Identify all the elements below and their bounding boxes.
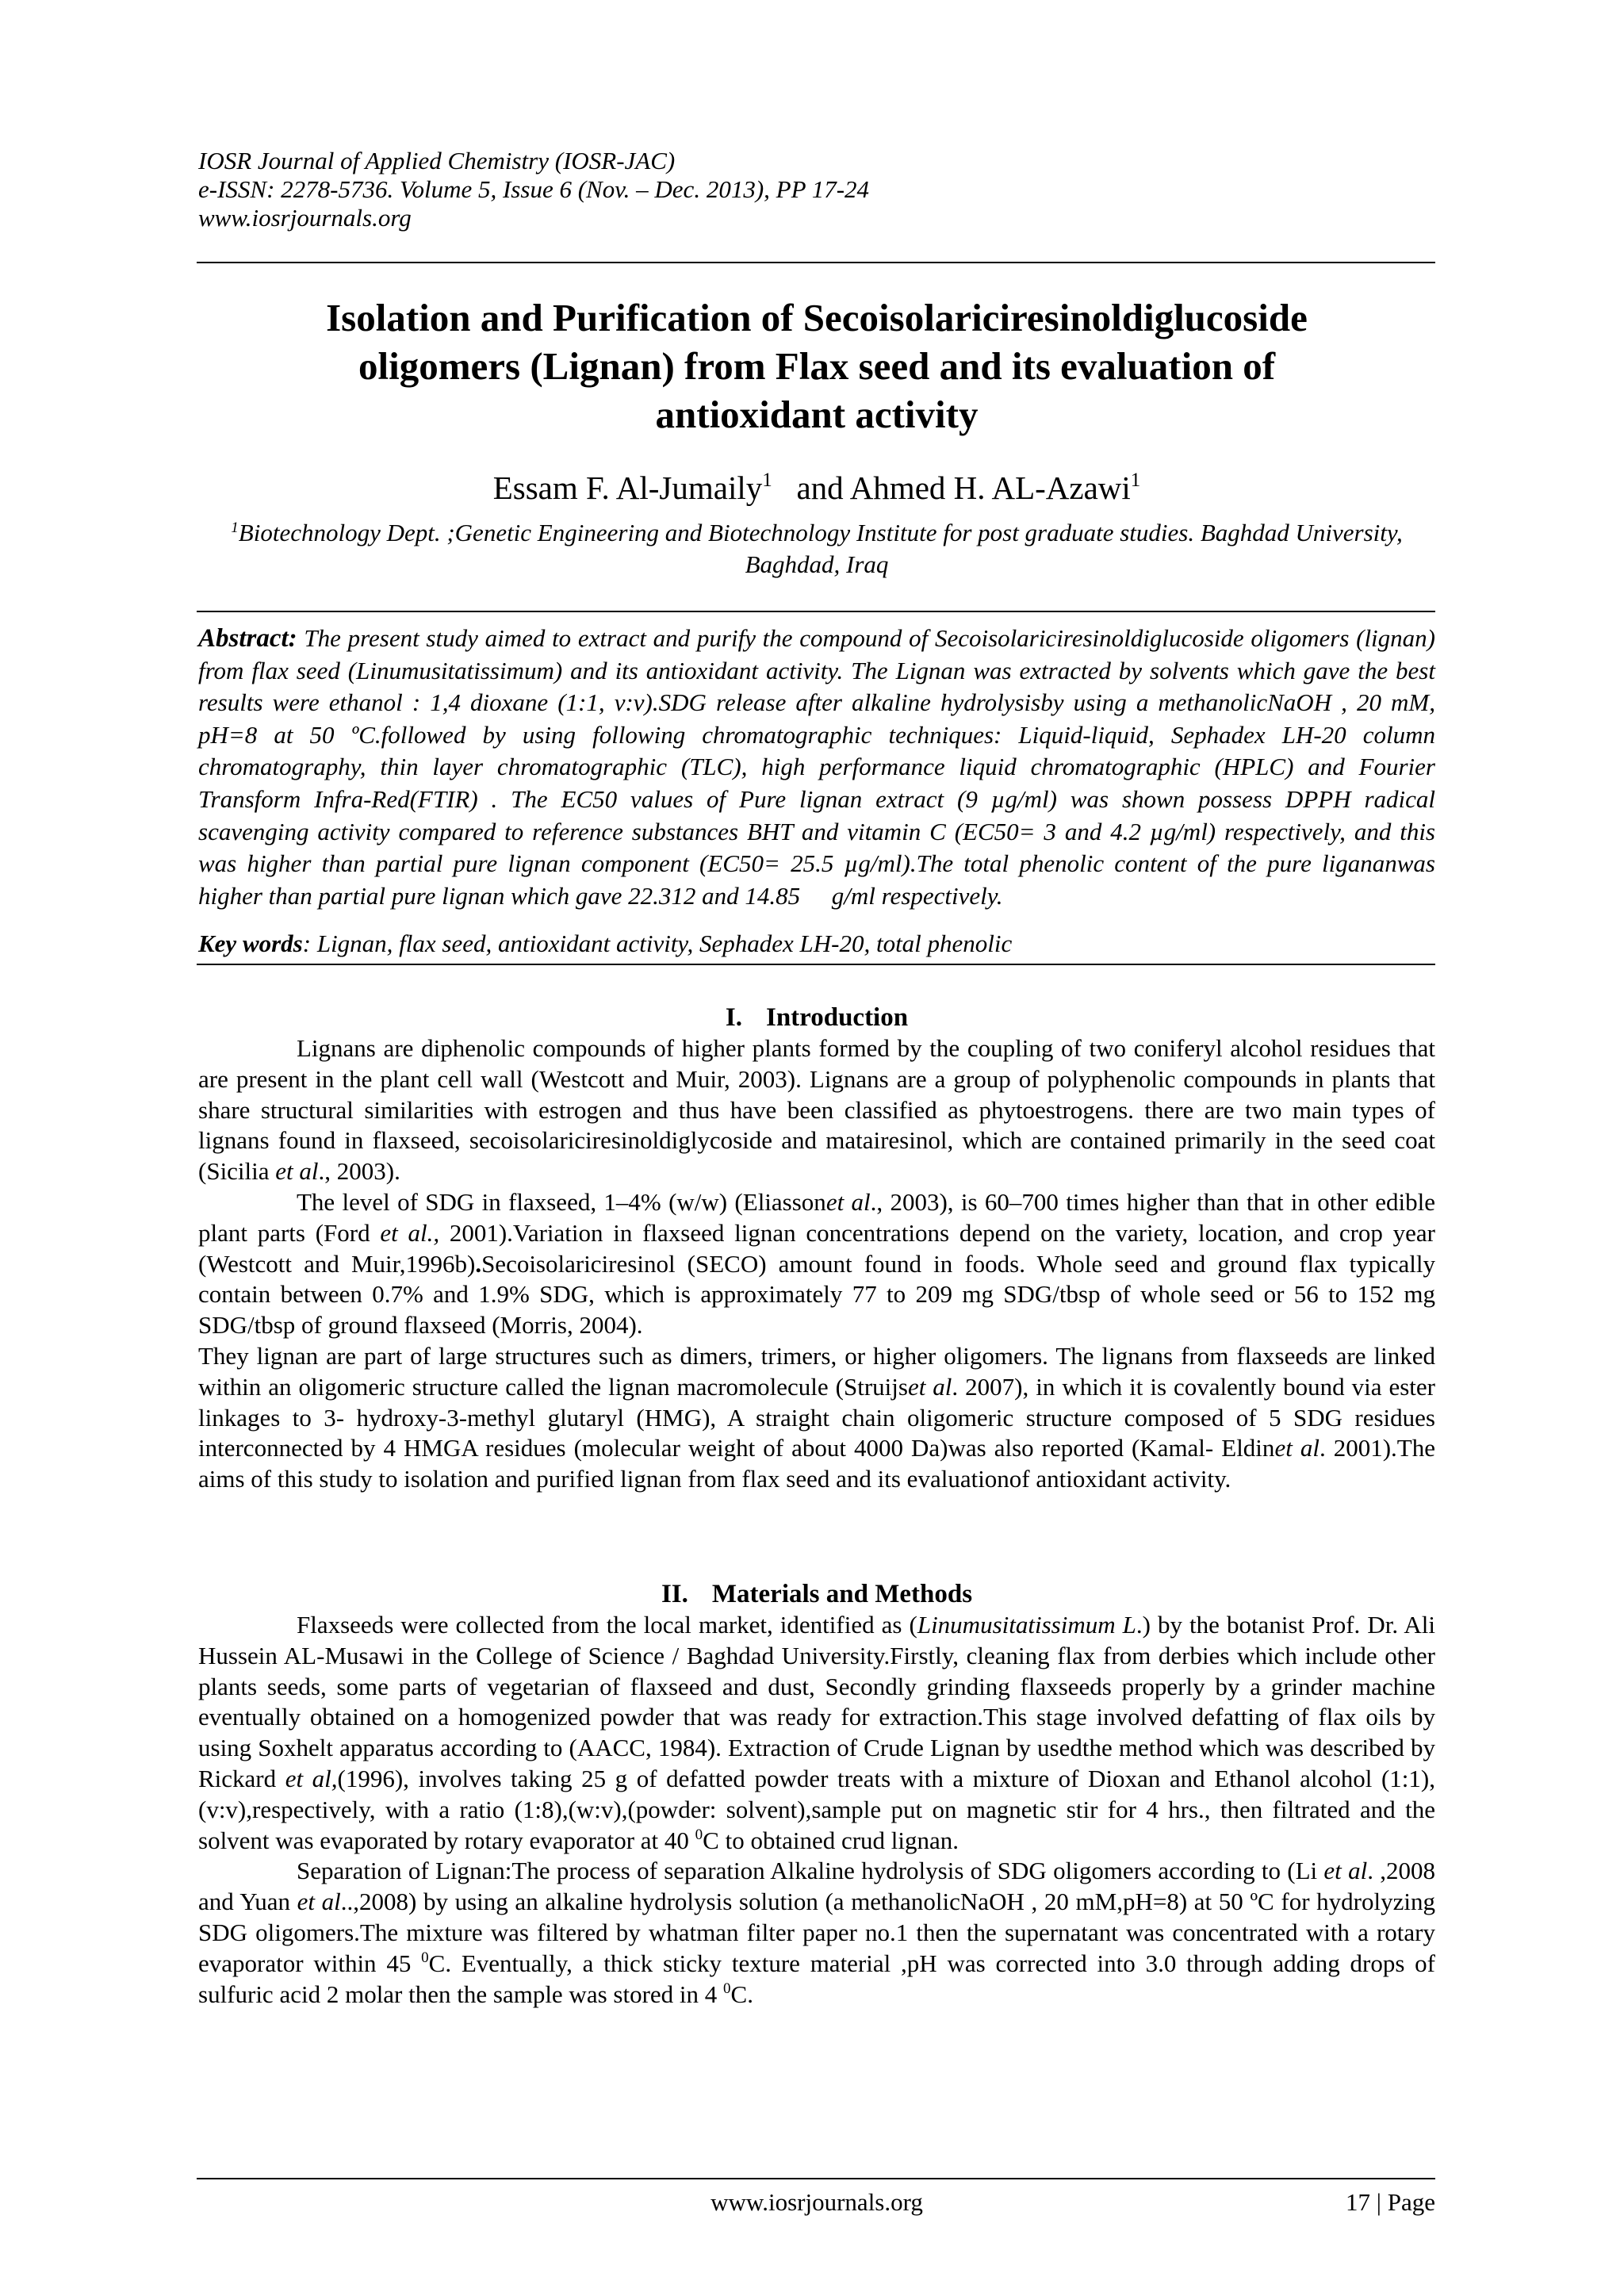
paper-title: [198, 293, 1435, 439]
affiliation-marker: 1: [231, 519, 239, 536]
introduction-paragraph-2: [198, 1187, 1435, 1341]
text-run: ., 2003).: [318, 1157, 400, 1186]
introduction-paragraph-3: [198, 1341, 1435, 1495]
author-1: Essam F. Al-Jumaily: [492, 470, 763, 506]
text-run: . 2001).The aims of this study to isolation and purified lignan from flax seed and its evaluationof antioxidant activity.: [198, 1434, 1435, 1493]
abstract: [198, 623, 1435, 912]
text-run: C.: [730, 1980, 753, 2008]
text-run: ., 2003), is 60–700 times higher than that in other edible plant parts (Ford: [198, 1187, 1435, 1247]
text-run: Lignans are diphenolic compounds of higher plants formed by the coupling of two coniferyl alcohol residues that are present in the plant cell wall (Westcott and Muir, 2003). Lignans are a group of polyphenolic compounds in plants that share structural similarities with estrogen and thus have been classified as phytoestrogens. there are two main types of lignans found in flaxseed, secoisolariciresinoldiglycoside and matairesinol, which are contained primarily in the seed coat (Sicilia: [198, 1034, 1435, 1186]
author-affiliation: [198, 517, 1435, 581]
keywords-label: Key words: [198, 930, 303, 957]
text-run-italic: et al: [907, 1372, 952, 1401]
author-2: Ahmed H. AL-Azawi: [849, 470, 1131, 506]
text-run: They lignan are part of large structures such as dimers, trimers, or higher oligomers. The lignans from flaxseeds are linked within an oligomeric structure called the lignan macromolecule (Struijs: [198, 1341, 1435, 1401]
abstract-bottom-divider: [197, 964, 1435, 965]
introduction-body: [198, 1033, 1435, 1495]
header-divider: [197, 262, 1435, 263]
author-1-affiliation-marker: 1: [762, 470, 772, 491]
title-line-3: antioxidant activity: [655, 393, 979, 436]
text-run: 2001).Variation in flaxseed lignan concentrations depend on the variety, location, and crop year (Westcott and Muir,1996b): [198, 1218, 1435, 1278]
section-number: II.: [661, 1580, 688, 1608]
text-run: C to obtained crud lignan.: [703, 1826, 959, 1854]
materials-methods-paragraph-2: [198, 1856, 1435, 2010]
introduction-paragraph-1: [198, 1033, 1435, 1187]
abstract-top-divider: [197, 611, 1435, 612]
superscript: 0: [421, 1949, 429, 1966]
text-run: .) by the botanist Prof. Dr. Ali Hussein AL-Musawi in the College of Science / Baghdad University.Firstly, cleaning flax from derbies which include other plants seeds, some parts of vegetarian of flaxseed and dust, Secondly grinding flaxseeds properly by a grinder machine eventually obtained on a homogenized powder that was ready for extraction.This stage involved defatting of flax oils by using Soxhelt apparatus according to (AACC, 1984). Extraction of Crude Lignan by usedthe method which was described by Rickard: [198, 1611, 1436, 1792]
text-run: (1996), involves taking 25 g of defatted powder treats with a mixture of Dioxan and Ethanol alcohol (1:1),(v:v),respectively, with a ratio (1:8),(w:v),(powder: solvent),sample put on magnetic stir for 4 hrs., then filtrated and the solvent was evaporated by rotary evaporator at 40: [198, 1764, 1435, 1854]
author-2-affiliation-marker: 1: [1130, 470, 1141, 491]
journal-url[interactable]: www.iosrjournals.org: [198, 204, 412, 232]
footer-url[interactable]: www.iosrjournals.org: [710, 2188, 923, 2216]
text-run-italic: et al.,: [380, 1218, 440, 1247]
keywords: [198, 928, 1435, 960]
section-number: I.: [725, 1003, 742, 1032]
author-list: [198, 468, 1435, 508]
text-run-bold: .: [475, 1249, 482, 1278]
superscript: 0: [723, 1980, 731, 1997]
text-run-italic: et al: [1274, 1434, 1320, 1462]
text-run: Separation of Lignan:The process of separation Alkaline hydrolysis of SDG oligomers according to (Li: [297, 1857, 1324, 1885]
materials-methods-body: [198, 1610, 1435, 2010]
section-title: Materials and Methods: [711, 1580, 973, 1608]
section-title: Introduction: [765, 1003, 909, 1032]
text-run: C. Eventually, a thick sticky texture material ,pH was corrected into 3.0 through adding drops of sulfuric acid 2 molar then the sample was stored in 4: [198, 1949, 1435, 2008]
abstract-text: The present study aimed to extract and purify the compound of Secoisolariciresinoldiglucoside oligomers (lignan) from flax seed (Linumusitatissimum) and its antioxidant activity. The Lignan was extracted by solvents which gave the best results were ethanol : 1,4 dioxane (1:1, v:v).SDG release after alkaline hydrolysisby using a methanolicNaOH , 20 mM, pH=8 at 50 ºC.followed by using following chromatographic techniques: Liquid-liquid, Sephadex LH-20 column chromatography, thin layer chromatographic (TLC), high performance liquid chromatographic (HPLC) and Fourier Transform Infra-Red(FTIR) . The EC50 values of Pure lignan extract (9 µg/ml) was shown possess DPPH radical scavenging activity compared to reference substances BHT and vitamin C (EC50= 3 and 4.2 µg/ml) respectively, and this was higher than partial pure lignan component (EC50= 25.5 µg/ml).The total phenolic content of the pure ligananwas higher than partial pure lignan which gave 22.312 and 14.85 g/ml respectively.: [198, 624, 1435, 910]
materials-methods-paragraph-1: [198, 1610, 1435, 1856]
abstract-label: Abstract:: [198, 624, 297, 653]
text-run: Secoisolariciresinol (SECO) amount found in foods. Whole seed and ground flax typically contain between 0.7% and 1.9% SDG, which is approximately 77 to 209 mg SDG/tbsp of whole seed or 56 to 152 mg SDG/tbsp of ground flaxseed (Morris, 2004).: [198, 1249, 1435, 1340]
title-line-1: Isolation and Purification of Secoisolariciresinoldiglucoside: [326, 296, 1308, 339]
text-run-italic: et al: [275, 1157, 319, 1186]
journal-issn: e-ISSN: 2278-5736. Volume 5, Issue 6 (Nov. – Dec. 2013), PP 17-24: [198, 175, 870, 203]
page-number: 17 | Page: [1346, 2188, 1435, 2216]
text-run-italic: Linumusitatissimum L: [917, 1611, 1136, 1639]
affiliation-text: Biotechnology Dept. ;Genetic Engineering and Biotechnology Institute for post graduate studies. Baghdad University, Baghdad, Iraq: [238, 519, 1403, 578]
text-run-italic: et al,: [285, 1764, 338, 1792]
superscript: 0: [695, 1826, 703, 1843]
journal-name: IOSR Journal of Applied Chemistry (IOSR-JAC): [198, 147, 676, 174]
section-heading-introduction: [198, 1002, 1435, 1033]
text-run-italic: et al: [297, 1888, 341, 1916]
text-run: Flaxseeds were collected from the local market, identified as (: [297, 1611, 917, 1639]
keywords-text: : Lignan, flax seed, antioxidant activity, Sephadex LH-20, total phenolic: [302, 930, 1013, 957]
text-run-italic: et al: [825, 1187, 871, 1216]
text-run-italic: et al: [1323, 1857, 1368, 1885]
journal-header: [198, 147, 1435, 232]
text-run: . 2007), in which it is covalently bound via ester linkages to 3- hydroxy-3-methyl glutaryl (HMG), A straight chain oligomeric structure composed of 5 SDG residues interconnected by 4 HMGA residues (molecular weight of about 4000 Da)was also reported (Kamal- Eldin: [198, 1372, 1435, 1462]
text-run: ..,2008) by using an alkaline hydrolysis solution (a methanolicNaOH , 20 mM,pH=8) at 50 ºC for hydrolyzing SDG oligomers.The mixture was filtered by whatman filter paper no.1 then the supernatant was concentrated with a rotary evaporator within 45: [198, 1888, 1435, 1977]
text-run: . ,2008 and Yuan: [198, 1857, 1435, 1916]
title-line-2: oligomers (Lignan) from Flax seed and its evaluation of: [358, 344, 1276, 388]
section-heading-materials-methods: [198, 1578, 1435, 1610]
author-conjunction: and: [796, 470, 844, 506]
text-run: The level of SDG in flaxseed, 1–4% (w/w) (Eliasson: [297, 1187, 826, 1216]
footer-divider: [197, 2178, 1435, 2179]
